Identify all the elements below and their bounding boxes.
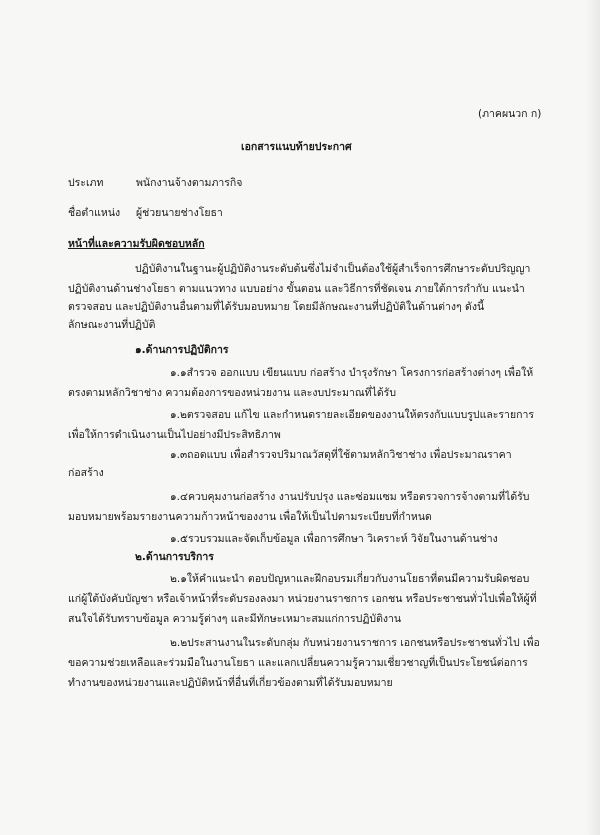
service-item-cont: ทำงานของหน่วยงานและปฏิบัติหน้าที่อื่นที่เกี่ยวข้องตามที่ได้รับมอบหมาย [68, 677, 393, 689]
service-item-cont: แก่ผู้ใต้บังคับบัญชา หรือเจ้าหน้าที่ระดับรองลงมา หน่วยงานราชการ เอกชน หรือประชาชนทั่วไปเพื่อให้ผู้ที่ [68, 593, 537, 605]
ops-heading: ๑.ด้านการปฏิบัติการ [135, 344, 229, 356]
service-item: ๒.๒ประสานงานในระดับกลุ่ม กับหน่วยงานราชการ เอกชนหรือประชาชนทั่วไป เพื่อ [170, 637, 540, 649]
type-label: ประเภท [68, 177, 104, 189]
ops-item-cont: ตรงตามหลักวิชาช่าง ความต้องการของหน่วยงาน และงบประมาณที่ได้รับ [68, 387, 396, 399]
ops-item: ๑.๔ควบคุมงานก่อสร้าง งานปรับปรุง และซ่อมแซม หรือตรวจการจ้างตามที่ได้รับ [170, 491, 530, 503]
annex-label: (ภาคผนวก ก) [478, 108, 542, 120]
ops-item-cont: มอบหมายพร้อมรายงานความก้าวหน้าของงาน เพื่อให้เป็นไปตามระเบียบที่กำหนด [68, 511, 432, 523]
service-item: ๒.๑ให้คำแนะนำ ตอบปัญหาและฝึกอบรมเกี่ยวกับงานโยธาที่ตนมีความรับผิดชอบ [170, 573, 530, 585]
ops-item: ๑.๑สำรวจ ออกแบบ เขียนแบบ ก่อสร้าง บำรุงรักษา โครงการก่อสร้างต่างๆ เพื่อให้ [170, 367, 534, 379]
intro-line: ลักษณะงานที่ปฏิบัติ [68, 319, 156, 331]
intro-line: ตรวจสอบ และปฏิบัติงานอื่นตามที่ได้รับมอบหมาย โดยมีลักษณะงานที่ปฏิบัติในด้านต่างๆ ดังนี้ [68, 301, 485, 313]
scan-edge-shadow [586, 0, 600, 835]
service-heading: ๒.ด้านการบริการ [135, 551, 214, 563]
position-value: ผู้ช่วยนายช่างโยธา [136, 207, 223, 219]
type-value: พนักงานจ้างตามภารกิจ [136, 177, 243, 189]
position-label: ชื่อตำแหน่ง [68, 207, 121, 219]
document-title: เอกสารแนบท้ายประกาศ [241, 141, 352, 153]
ops-item: ๑.๒ตรวจสอบ แก้ไข และกำหนดรายละเอียดของงานให้ตรงกับแบบรูปและรายการ [170, 409, 535, 421]
service-item-cont: สนใจได้รับทราบข้อมูล ความรู้ต่างๆ และมีทักษะเหมาะสมแก่การปฏิบัติงาน [68, 613, 402, 625]
intro-line: ปฏิบัติงานด้านช่างโยธา ตามแนวทาง แบบอย่าง ขั้นตอน และวิธีการที่ชัดเจน ภายใต้การกำกับ แนะนำ [68, 283, 525, 295]
ops-item: ๑.๓ถอดแบบ เพื่อสำรวจปริมาณวัสดุที่ใช้ตามหลักวิชาช่าง เพื่อประมาณราคา [170, 449, 512, 461]
ops-item-cont: เพื่อให้การดำเนินงานเป็นไปอย่างมีประสิทธิภาพ [68, 429, 281, 441]
ops-item-cont: ก่อสร้าง [68, 467, 104, 479]
service-item-cont: ขอความช่วยเหลือและร่วมมือในงานโยธา และแลกเปลี่ยนความรู้ความเชี่ยวชาญที่เป็นประโยชน์ต่อการ [68, 657, 528, 669]
intro-line: ปฏิบัติงานในฐานะผู้ปฏิบัติงานระดับต้นซึ่งไม่จำเป็นต้องใช้ผู้สำเร็จการศึกษาระดับปริญญา [135, 263, 531, 275]
ops-item: ๑.๕รวบรวมและจัดเก็บข้อมูล เพื่อการศึกษา วิเคราะห์ วิจัยในงานด้านช่าง [170, 533, 498, 545]
section-heading: หน้าที่และความรับผิดชอบหลัก [68, 238, 205, 250]
